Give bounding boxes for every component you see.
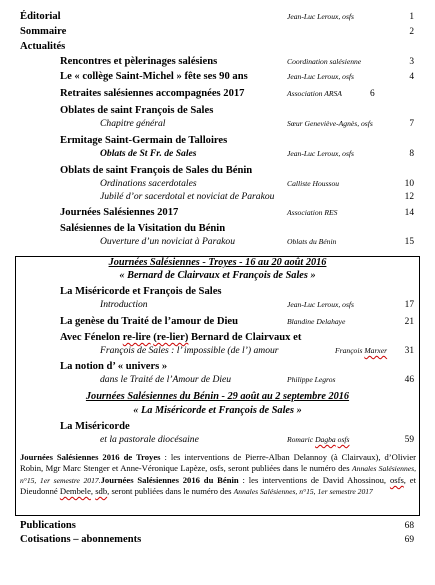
toc-visitation-page: 15 <box>404 237 414 247</box>
toc-rencontres: Rencontres et pèlerinages salésiens <box>60 56 218 67</box>
toc-oblates-page: 7 <box>409 119 414 129</box>
toc-actualites: Actualités <box>20 41 66 52</box>
toc-retraites: Retraites salésiennes accompagnées 2017 <box>60 88 245 99</box>
toc-retraites-author: Association ARSA <box>287 89 342 98</box>
toc-college: Le « collège Saint-Michel » fête ses 90 ans <box>60 71 248 82</box>
toc-troyes-misericorde: La Miséricorde et François de Sales <box>60 286 222 297</box>
toc-benin2016-misericorde-sub: et la pastorale diocésaine <box>100 434 199 445</box>
toc-publications-page: 68 <box>404 521 414 531</box>
toc-sommaire-page: 2 <box>409 27 414 37</box>
troyes-subheading: « Bernard de Clairvaux et François de Sales » <box>119 270 316 281</box>
toc-ermitage-author: Jean-Luc Leroux, osfs <box>287 149 354 158</box>
toc-college-author: Jean-Luc Leroux, osfs <box>287 72 354 81</box>
toc-benin2016-misericorde-page: 59 <box>404 435 414 445</box>
toc-benin2016-misericorde: La Miséricorde <box>60 421 130 432</box>
toc-univers-author: Philippe Legros <box>287 375 336 384</box>
toc-visitation-sub: Ouverture d’un noviciat à Parakou <box>100 236 235 247</box>
toc-oblates-author: Sœur Geneviève-Agnès, osfs <box>287 119 373 128</box>
toc-genese-author: Blandine Delahaye <box>287 317 346 326</box>
note-paragraph: Journées Salésiennes 2016 de Troyes : les interventions de Pierre-Alban Delannoy (à Clairvaux), d’Olivier Robin, Mgr Marc Stenger et Anne-Véronique Lapèze, osfs, seront publiées dans le numéro des Annales Salésiennes, n°15, 1er semestre 2017.Journées Salésiennes 2016 du Bénin : les interventions de David Ahossinou, osfs, et Dieudonné Dembele, sdb, seront publiées dans le numéro des Annales Salésiennes, n°15, 1er semestre 2017 <box>20 452 416 497</box>
toc-sommaire: Sommaire <box>20 26 67 37</box>
toc-rencontres-page: 3 <box>409 57 414 67</box>
toc-troyes-misericorde-page: 17 <box>404 300 414 310</box>
toc-ermitage-sub: Oblats de St Fr. de Sales <box>100 148 197 159</box>
toc-genese: La genèse du Traité de l’amour de Dieu <box>60 316 239 327</box>
toc-ermitage: Ermitage Saint-Germain de Talloires <box>60 135 228 146</box>
toc-benin-sub1: Ordinations sacerdotales <box>100 178 197 189</box>
toc-visitation: Salésiennes de la Visitation du Bénin <box>60 223 226 234</box>
troyes-heading: Journées Salésiennes - Troyes - 16 au 20 août 2016 <box>108 257 327 268</box>
toc-ermitage-page: 8 <box>409 149 414 159</box>
toc-college-page: 4 <box>409 72 414 82</box>
toc-univers-sub: dans le Traité de l’Amour de Dieu <box>100 374 232 385</box>
benin2016-subheading: « La Miséricorde et François de Sales » <box>133 405 302 416</box>
toc-journees2017-page: 14 <box>404 208 414 218</box>
toc-editorial: Éditorial <box>20 11 61 22</box>
toc-publications: Publications <box>20 520 76 531</box>
toc-troyes-misericorde-sub: Introduction <box>100 299 148 310</box>
toc-journees2017: Journées Salésiennes 2017 <box>60 207 179 218</box>
toc-visitation-author: Oblats du Bénin <box>287 237 337 246</box>
toc-editorial-author: Jean-Luc Leroux, osfs <box>287 12 354 21</box>
toc-univers: La notion d’ « univers » <box>60 361 168 372</box>
toc-oblates-sub: Chapitre général <box>100 118 166 129</box>
toc-benin-page1: 10 <box>404 179 414 189</box>
toc-benin2016-misericorde-author: Romaric Dagba osfs <box>287 435 350 444</box>
toc-fenelon: Avec Fénelon re-lire (re-lier) Bernard de Clairvaux et <box>60 332 302 343</box>
toc-genese-page: 21 <box>404 317 414 327</box>
toc-journees2017-author: Association RES <box>287 208 338 217</box>
toc-benin-author1: Calliste Houssou <box>287 179 340 188</box>
toc-retraites-page: 6 <box>370 89 375 99</box>
toc-rencontres-author: Coordination salésienne <box>287 57 362 66</box>
toc-fenelon-sub: François de Sales : l’ impossible (de l’) amour <box>100 345 279 356</box>
benin2016-heading: Journées Salésiennes du Bénin - 29 août au 2 septembre 2016 <box>85 391 350 402</box>
toc-cotisations-page: 69 <box>404 535 414 545</box>
toc-benin: Oblats de saint François de Sales du Bénin <box>60 165 253 176</box>
toc-benin-page2: 12 <box>404 192 414 202</box>
toc-oblates: Oblates de saint François de Sales <box>60 105 214 116</box>
toc-cotisations: Cotisations – abonnements <box>20 534 142 545</box>
toc-benin-sub2: Jubilé d’or sacerdotal et noviciat de Parakou <box>100 191 275 202</box>
toc-fenelon-page: 31 <box>404 346 414 356</box>
toc-fenelon-author: François Marxer <box>335 346 388 355</box>
toc-univers-page: 46 <box>404 375 414 385</box>
toc-editorial-page: 1 <box>409 12 414 22</box>
toc-troyes-misericorde-author: Jean-Luc Leroux, osfs <box>287 300 354 309</box>
